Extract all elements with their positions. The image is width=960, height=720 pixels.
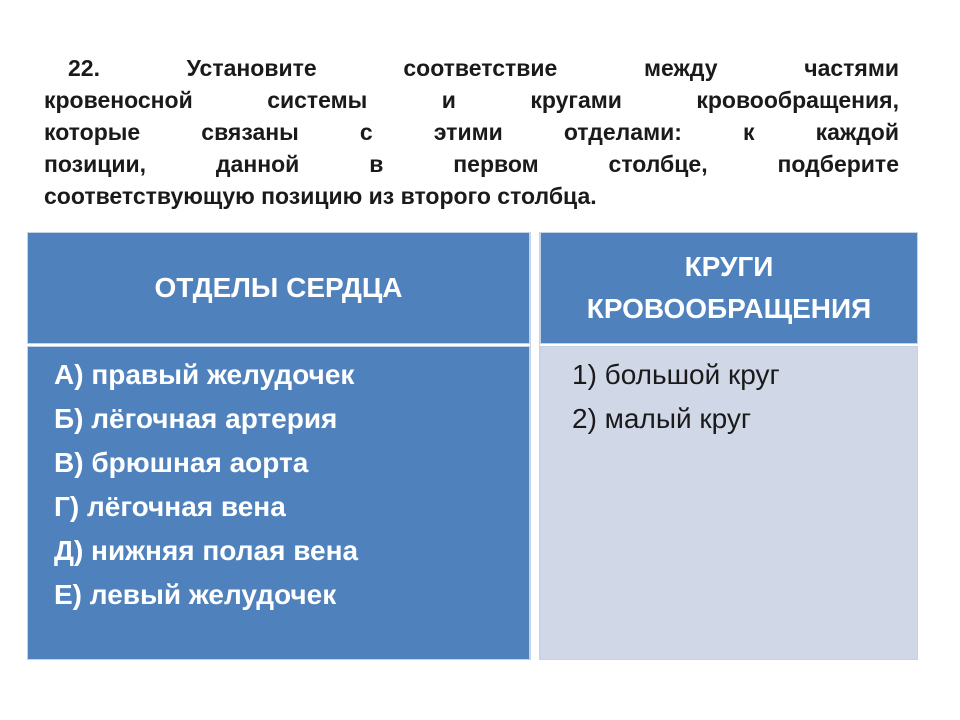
left-column-list: [27, 346, 530, 660]
header-heart-sections-label: ОТДЕЛЫ СЕРДЦА: [154, 272, 403, 303]
matching-table: [27, 232, 918, 660]
question-line: которые связаны с этими отделами: к каждой: [44, 119, 899, 145]
list-item: Г) лёгочная вена: [54, 491, 286, 522]
list-item: В) брюшная аорта: [54, 447, 309, 478]
header-heart-sections: [27, 232, 530, 344]
list-item: 2) малый круг: [572, 403, 752, 434]
column-separator: [530, 232, 540, 660]
question-line: кровеносной системы и кругами кровообращения,: [44, 87, 899, 113]
question-line: 22. Установите соответствие между частями: [68, 55, 899, 81]
header-circulation-circles: [540, 232, 918, 344]
question-line: соответствующую позицию из второго столбца.: [44, 183, 597, 209]
list-item: 1) большой круг: [572, 359, 780, 390]
list-item: Д) нижняя полая вена: [54, 535, 359, 566]
header-circulation-line: КРУГИ: [684, 251, 774, 282]
list-item: Е) левый желудочек: [54, 579, 337, 610]
right-column-list: [540, 346, 918, 660]
question-line: позиции, данной в первом столбце, подберите: [44, 151, 899, 177]
list-item: А) правый желудочек: [54, 359, 355, 390]
header-circulation-line: КРОВООБРАЩЕНИЯ: [586, 293, 872, 324]
list-item: Б) лёгочная артерия: [54, 403, 338, 434]
question-text: [44, 52, 899, 212]
